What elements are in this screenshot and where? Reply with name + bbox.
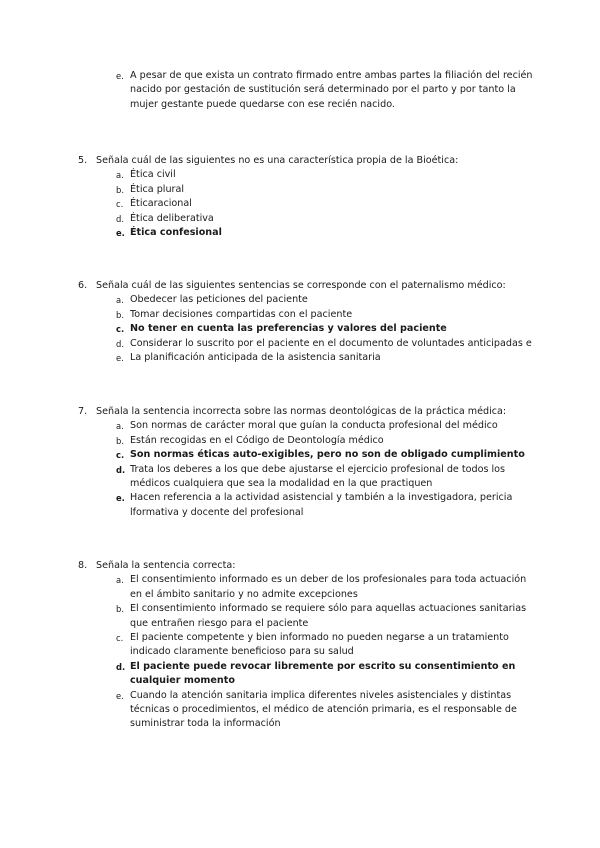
question-7 [0, 405, 600, 520]
option-text: que entrañen riesgo para el paciente [130, 617, 309, 629]
option-d-continued [0, 477, 600, 491]
option-text: Están recogidas en el Código de Deontología médico [130, 434, 384, 446]
option-text: lformativa y docente del profesional [130, 506, 304, 518]
option-letter: d. [116, 213, 124, 224]
option-e-continued [0, 506, 600, 520]
option-a [0, 168, 600, 182]
option-text: Ética plural [130, 183, 185, 195]
question-text: Señala cuál de las siguientes sentencias se corresponde con el paternalismo médico: [96, 280, 506, 291]
option-text: Ética confesional [130, 226, 222, 238]
option-text: Obedecer las peticiones del paciente [130, 294, 308, 306]
option-b [0, 434, 600, 448]
option-a-continued [0, 588, 600, 602]
option-letter: c. [116, 199, 124, 210]
option-b [0, 602, 600, 616]
question-text: Señala la sentencia incorrecta sobre las normas deontológicas de la práctica médica: [96, 406, 507, 417]
option-a [0, 293, 600, 307]
option-c [0, 631, 600, 645]
option-d-answer-continued [0, 674, 600, 688]
option-e [0, 689, 600, 703]
question-5 [0, 154, 600, 240]
option-text: Ética civil [130, 169, 176, 181]
option-text: médicos cualquiera que sea la modalidad en la que practiquen [130, 477, 433, 489]
option-letter: d. [116, 338, 124, 349]
question-text: Señala cuál de las siguientes no es una característica propia de la Bioética: [96, 155, 459, 166]
question-6 [0, 279, 600, 365]
option-d-answer [0, 660, 600, 674]
option-text: Tomar decisiones compartidas con el paciente [130, 308, 353, 320]
option-text: Éticaracional [130, 198, 192, 210]
option-e-answer [0, 226, 600, 240]
option-text: Hacen referencia a la actividad asistencial y también a la investigadora, pericia [130, 492, 513, 504]
option-e-continued [0, 717, 600, 731]
option-text: mujer gestante puede quedarse con ese recién nacido. [130, 98, 395, 110]
question-number: 6. [78, 280, 88, 291]
option-e-continued [0, 703, 600, 717]
option-text: No tener en cuenta las preferencias y valores del paciente [130, 323, 447, 335]
option-text: La planificación anticipada de la asistencia sanitaria [130, 351, 381, 363]
option-letter: e. [116, 71, 124, 81]
option-text: A pesar de que exista un contrato firmado entre ambas partes la filiación del recién [130, 70, 533, 81]
option-letter: d. [116, 661, 126, 672]
option-letter: e. [116, 227, 125, 238]
option-text: El consentimiento informado se requiere sólo para aquellas actuaciones sanitarias [130, 603, 527, 615]
option-letter: b. [116, 435, 124, 446]
option-letter: c. [116, 632, 124, 643]
option-letter: b. [116, 604, 124, 615]
option-letter: c. [116, 324, 125, 335]
question-8 [0, 559, 600, 732]
option-c-continued [0, 645, 600, 659]
option-d [0, 212, 600, 226]
option-text: indicado claramente beneficioso para su salud [130, 646, 354, 658]
option-c-answer [0, 448, 600, 462]
question-number: 7. [78, 406, 88, 417]
option-letter: a. [116, 421, 124, 432]
option-b-continued [0, 617, 600, 631]
option-text: Son normas de carácter moral que guían la conducta profesional del médico [130, 420, 498, 432]
option-letter: a. [116, 295, 124, 306]
option-letter: b. [116, 184, 124, 195]
option-c-answer [0, 322, 600, 336]
option-e [0, 491, 600, 505]
option-letter: e. [116, 690, 124, 701]
option-e [0, 351, 600, 365]
option-c [0, 197, 600, 211]
option-text: Considerar lo suscrito por el paciente en el documento de voluntades anticipadas e [130, 337, 532, 349]
option-a [0, 573, 600, 587]
option-text: en el ámbito sanitario y no admite excepciones [130, 588, 358, 600]
option-letter: d. [116, 464, 126, 475]
option-d [0, 463, 600, 477]
previous-question-option-e [0, 69, 600, 112]
option-letter: a. [116, 575, 124, 586]
option-letter: e. [116, 493, 125, 504]
option-letter: a. [116, 170, 124, 181]
option-a [0, 419, 600, 433]
question-number: 8. [78, 560, 88, 571]
option-text: cualquier momento [130, 675, 235, 687]
option-text: Trata los deberes a los que debe ajustarse el ejercicio profesional de todos los [130, 463, 506, 475]
option-letter: b. [116, 309, 124, 320]
option-letter: c. [116, 450, 125, 461]
option-text: suministrar toda la información [130, 718, 281, 730]
option-text: Ética deliberativa [130, 212, 214, 224]
option-text: Cuando la atención sanitaria implica diferentes niveles asistenciales y distintas [130, 689, 512, 701]
option-b [0, 308, 600, 322]
option-text: Son normas éticas auto-exigibles, pero no son de obligado cumplimiento [130, 449, 525, 461]
question-number: 5. [78, 155, 88, 166]
option-text: técnicas o procedimientos, el médico de atención primaria, es el responsable de [130, 703, 517, 715]
option-letter: e. [116, 352, 124, 363]
option-text: El paciente puede revocar libremente por escrito su consentimiento en [130, 660, 516, 672]
option-text: El paciente competente y bien informado no pueden negarse a un tratamiento [130, 631, 509, 643]
option-text: nacido por gestación de sustitución será determinado por el parto y por tanto la [130, 84, 516, 96]
question-text: Señala la sentencia correcta: [96, 560, 236, 571]
option-d [0, 337, 600, 351]
option-b [0, 183, 600, 197]
option-text: El consentimiento informado es un deber de los profesionales para toda actuación [130, 574, 527, 586]
